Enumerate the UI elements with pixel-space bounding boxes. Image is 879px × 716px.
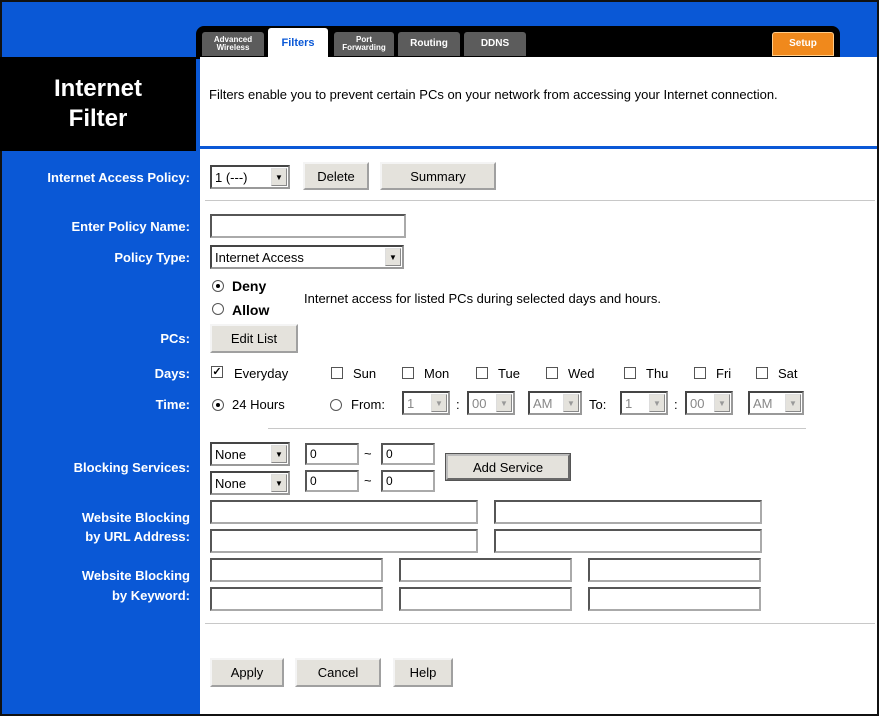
chevron-down-icon: ▼ [563,394,579,412]
policy-label: Internet Access Policy: [47,170,190,185]
summary-button[interactable]: Summary [380,162,496,190]
time-label: Time: [155,397,190,412]
policy-name-label: Enter Policy Name: [71,219,190,234]
tab-advanced-wireless-line2: Wireless [216,43,250,52]
from-hour-select[interactable] [402,391,450,415]
keyword-input-4[interactable] [210,587,383,611]
day-label-fri: Fri [716,366,732,381]
url-input-4[interactable] [494,529,762,553]
pcs-label: PCs: [160,331,190,346]
tab-setup-label: Setup [789,38,817,49]
tab-setup[interactable] [772,32,834,56]
tab-advanced-wireless-line1: Advanced [213,35,253,44]
to-hour-value: 1 [625,395,633,411]
keyword-blocking-label-line2: by Keyword: [111,588,190,603]
url-input-1[interactable] [210,500,478,524]
service-select-1-value: None [215,446,247,462]
day-checkbox-thu[interactable] [624,367,636,379]
days-label: Days: [154,366,190,381]
day-checkbox-sat[interactable] [756,367,768,379]
day-checkbox-sun[interactable] [331,367,343,379]
tab-bar [196,26,840,59]
tab-ddns[interactable] [464,32,526,56]
divider [205,200,875,201]
url-input-2[interactable] [494,500,762,524]
divider [205,623,875,624]
allow-radio[interactable] [212,303,224,315]
chevron-down-icon: ▼ [714,394,730,412]
policy-type-value: Internet Access [215,249,304,265]
check-mark-icon: ✓ [212,366,222,378]
keyword-input-5[interactable] [399,587,572,611]
url-input-3[interactable] [210,529,478,553]
from-minute-value: 00 [472,395,487,411]
tab-routing-label: Routing [410,38,448,49]
deny-label: Deny [232,278,267,294]
day-checkbox-tue[interactable] [476,367,488,379]
service-port-to-1[interactable]: 0 [381,443,435,465]
chevron-down-icon: ▼ [271,168,287,186]
tab-filters[interactable] [268,28,328,59]
policy-select[interactable] [210,165,290,189]
blocking-services-label: Blocking Services: [73,460,190,475]
to-ampm-value: AM [753,395,773,411]
from-minute-select[interactable] [467,391,515,415]
service-port-to-2[interactable]: 0 [381,470,435,492]
url-blocking-label-line2: by URL Address: [85,529,190,544]
chevron-down-icon: ▼ [785,394,801,412]
delete-button[interactable]: Delete [303,162,369,190]
service-select-2[interactable] [210,471,290,495]
to-minute-select[interactable] [685,391,733,415]
time-range-radio[interactable] [330,399,342,411]
keyword-blocking-label-line1: Website Blocking [81,568,190,583]
page-description: Filters enable you to prevent certain PCs on your network from accessing your Internet connection. [209,87,778,102]
from-label: From: [351,397,385,412]
to-minute-value: 00 [690,395,705,411]
url-blocking-label-line1: Website Blocking [81,510,190,525]
chevron-down-icon: ▼ [431,394,447,412]
keyword-input-3[interactable] [588,558,761,582]
chevron-down-icon: ▼ [271,474,287,492]
day-label-sat: Sat [778,366,798,381]
24-hours-radio[interactable] [212,399,224,411]
day-checkbox-wed[interactable] [546,367,558,379]
policy-type-select[interactable] [210,245,404,269]
content-panel [200,57,877,714]
chevron-down-icon: ▼ [385,248,401,266]
tab-port-forwarding[interactable] [334,32,394,56]
from-ampm-value: AM [533,395,553,411]
from-ampm-select[interactable] [528,391,582,415]
chevron-down-icon: ▼ [496,394,512,412]
keyword-input-6[interactable] [588,587,761,611]
cancel-button[interactable]: Cancel [295,658,381,687]
chevron-down-icon: ▼ [649,394,665,412]
everyday-checkbox[interactable] [211,366,223,378]
day-label-sun: Sun [353,366,377,381]
tab-filters-label: Filters [281,37,315,49]
service-port-from-1[interactable]: 0 [305,443,359,465]
tab-routing[interactable] [398,32,460,56]
allow-label: Allow [232,302,270,318]
to-ampm-select[interactable] [748,391,804,415]
policy-type-label: Policy Type: [114,250,190,265]
24-hours-label: 24 Hours [232,397,285,412]
apply-button[interactable]: Apply [210,658,284,687]
to-label: To: [589,397,607,412]
range-separator: ~ [364,473,372,488]
keyword-input-1[interactable] [210,558,383,582]
policy-select-value: 1 (---) [215,169,248,185]
tab-ddns-label: DDNS [480,38,510,49]
section-title [0,57,196,151]
from-colon: : [456,397,460,412]
day-checkbox-mon[interactable] [402,367,414,379]
section-title-line2: Filter [68,105,128,132]
divider [268,428,806,429]
tab-advanced-wireless[interactable] [202,32,264,56]
chevron-down-icon: ▼ [271,445,287,463]
service-select-2-value: None [215,475,247,491]
tab-port-forwarding-line1: Port [356,35,372,44]
tab-port-forwarding-line2: Forwarding [342,43,386,52]
service-select-1[interactable] [210,442,290,466]
day-checkbox-fri[interactable] [694,367,706,379]
day-label-tue: Tue [498,366,520,381]
everyday-label: Everyday [234,366,289,381]
range-separator: ~ [364,446,372,461]
service-port-from-2[interactable]: 0 [305,470,359,492]
add-service-button[interactable]: Add Service [446,454,570,480]
day-label-mon: Mon [424,366,450,381]
to-hour-select[interactable] [620,391,668,415]
section-title-line1: Internet [53,75,142,102]
keyword-input-2[interactable] [399,558,572,582]
policy-name-input[interactable] [210,214,406,238]
from-hour-value: 1 [407,395,415,411]
day-label-wed: Wed [568,366,595,381]
deny-radio[interactable] [212,280,224,292]
edit-list-button[interactable]: Edit List [210,324,298,353]
help-button[interactable]: Help [393,658,453,687]
day-label-thu: Thu [646,366,669,381]
to-colon: : [674,397,678,412]
access-description: Internet access for listed PCs during selected days and hours. [304,291,661,306]
